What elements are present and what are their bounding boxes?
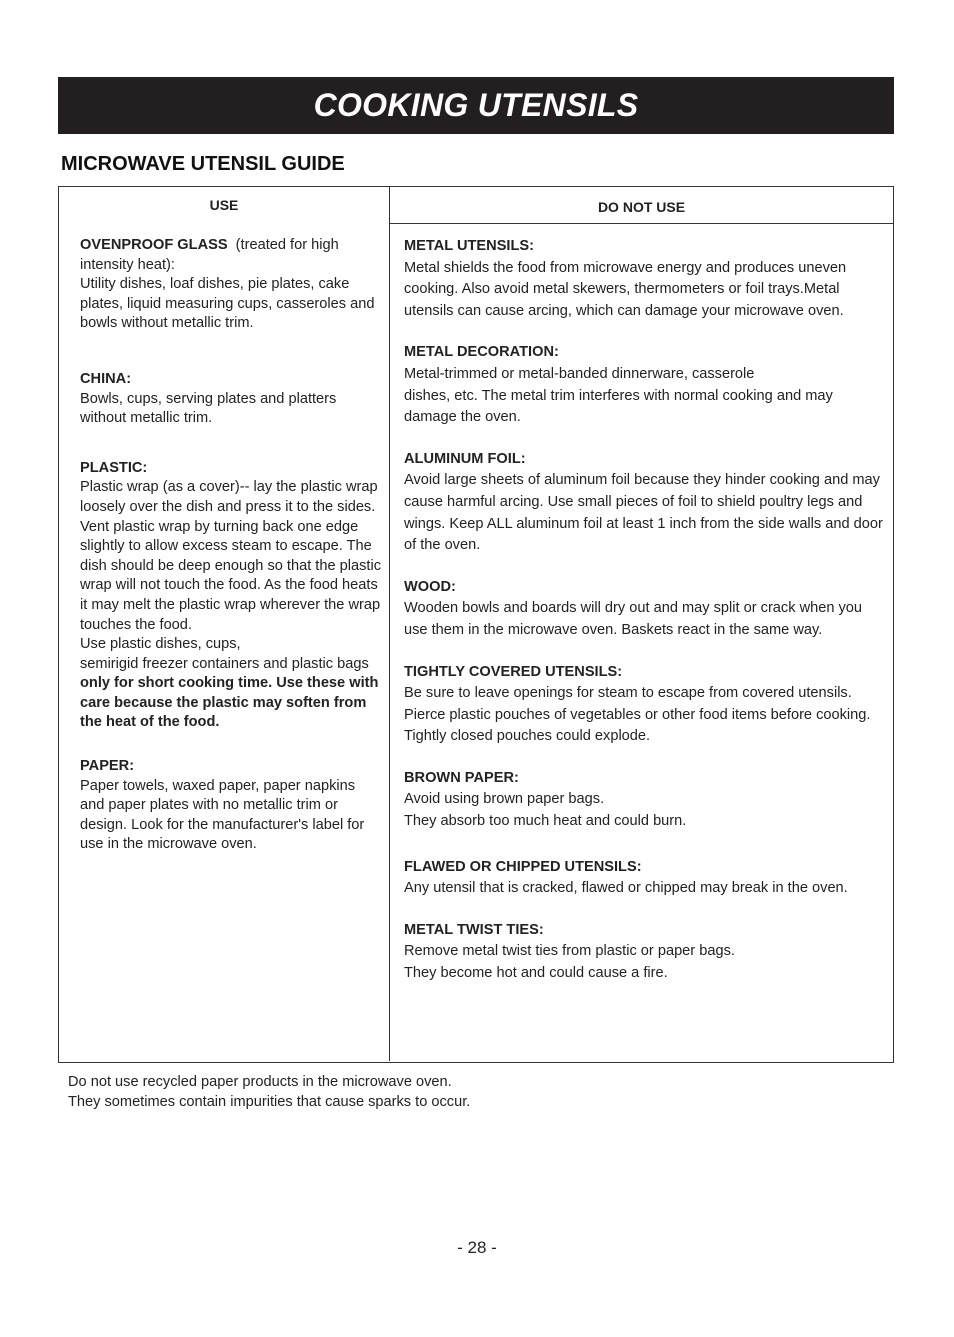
entry-metal-utensils xyxy=(404,236,884,322)
entry-metal-decoration xyxy=(404,342,884,428)
entry-plastic xyxy=(80,459,382,733)
use-column xyxy=(80,236,382,855)
entry-body: Metal shields the food from microwave energy and produces uneven cooking. Also avoid metal skewers, thermometers or foil trays.Metal utensils can cause arcing, which can damage your microwave oven. xyxy=(404,259,847,319)
entry-body: Avoid using brown paper bags. They absorb too much heat and could burn. xyxy=(404,791,687,830)
entry-metal-twist-ties xyxy=(404,920,884,985)
entry-body: Metal-trimmed or metal-banded dinnerware, casserole dishes, etc. The metal trim interferes with normal cooking and may damage the oven. xyxy=(404,365,833,426)
entry-heading: CHINA: xyxy=(80,370,132,387)
entry-paper xyxy=(80,757,382,855)
entry-heading: METAL UTENSILS: xyxy=(404,238,534,254)
entry-heading: METAL TWIST TIES: xyxy=(404,921,544,938)
entry-body: Wooden bowls and boards will dry out and may split or crack when you use them in the microwave oven. Baskets react in the same way. xyxy=(404,600,863,638)
entry-note: (treated for high intensity heat): xyxy=(80,237,343,273)
column-header-use: USE xyxy=(209,197,239,213)
entry-heading: BROWN PAPER: xyxy=(404,769,519,786)
section-title: MICROWAVE UTENSIL GUIDE xyxy=(61,153,345,175)
entry-wood xyxy=(404,577,884,642)
entry-tightly-covered xyxy=(404,662,884,748)
entry-heading: PLASTIC: xyxy=(80,459,148,476)
entry-body: Be sure to leave openings for steam to escape from covered utensils. Pierce plastic pouches of vegetables or other food items before cooking. Tightly closed pouches could explode. xyxy=(404,685,871,745)
entry-body: Bowls, cups, serving plates and platters without metallic trim. xyxy=(80,390,337,427)
entry-brown-paper xyxy=(404,768,884,833)
column-divider xyxy=(389,187,390,1061)
entry-body: Plastic wrap (as a cover)-- lay the plastic wrap loosely over the dish and press it to the sides. Vent plastic wrap by turning back one edge slightly to allow excess steam to escape. The dish should be deep enough so that the plastic wrap will not touch the food. As the food heats it may melt the plastic wrap wherever the wrap touches the food. Use plastic dishes, cups, semirigid freezer containers and plastic bags xyxy=(80,479,382,672)
page-banner xyxy=(58,77,894,134)
utensil-guide-table xyxy=(58,186,894,1063)
entry-heading: METAL DECORATION: xyxy=(404,344,559,361)
entry-aluminum-foil xyxy=(404,449,884,557)
entry-heading: ALUMINUM FOIL: xyxy=(404,450,526,467)
entry-heading: WOOD: xyxy=(404,578,456,595)
entry-body: Any utensil that is cracked, flawed or chipped may break in the oven. xyxy=(404,880,848,897)
do-not-use-column xyxy=(404,236,884,985)
entry-body: Avoid large sheets of aluminum foil because they hinder cooking and may cause harmful arcing. Use small pieces of foil to shield poultry legs and wings. Keep ALL aluminum foil at least 1 inch from the side walls and door of the oven. xyxy=(404,472,883,554)
entry-heading: OVENPROOF GLASS xyxy=(80,237,228,253)
column-header-do-not-use: DO NOT USE xyxy=(597,199,686,215)
header-rule xyxy=(389,223,893,224)
entry-body: Utility dishes, loaf dishes, pie plates, cake plates, liquid measuring cups, casseroles and bowls without metallic trim. xyxy=(80,276,375,332)
entry-heading: FLAWED OR CHIPPED UTENSILS: xyxy=(404,858,642,875)
entry-body-emphasis: only for short cooking time. Use these with care because the plastic may soften from the heat of the food. xyxy=(80,675,379,731)
entry-heading: TIGHTLY COVERED UTENSILS: xyxy=(404,663,623,680)
page-title: COOKING UTENSILS xyxy=(313,87,639,123)
entry-flawed-utensils xyxy=(404,857,884,900)
entry-body: Paper towels, waxed paper, paper napkins and paper plates with no metallic trim or design. Look for the manufacturer's label for use in the microwave oven. xyxy=(80,777,365,853)
footer-note: Do not use recycled paper products in the microwave oven. They sometimes contain impurities that cause sparks to occur. xyxy=(68,1074,471,1110)
entry-body: Remove metal twist ties from plastic or paper bags. They become hot and could cause a fire. xyxy=(404,943,735,982)
page-number: - 28 - xyxy=(457,1238,497,1257)
entry-heading: PAPER: xyxy=(80,758,135,775)
entry-china xyxy=(80,370,382,429)
entry-ovenproof-glass xyxy=(80,236,382,334)
